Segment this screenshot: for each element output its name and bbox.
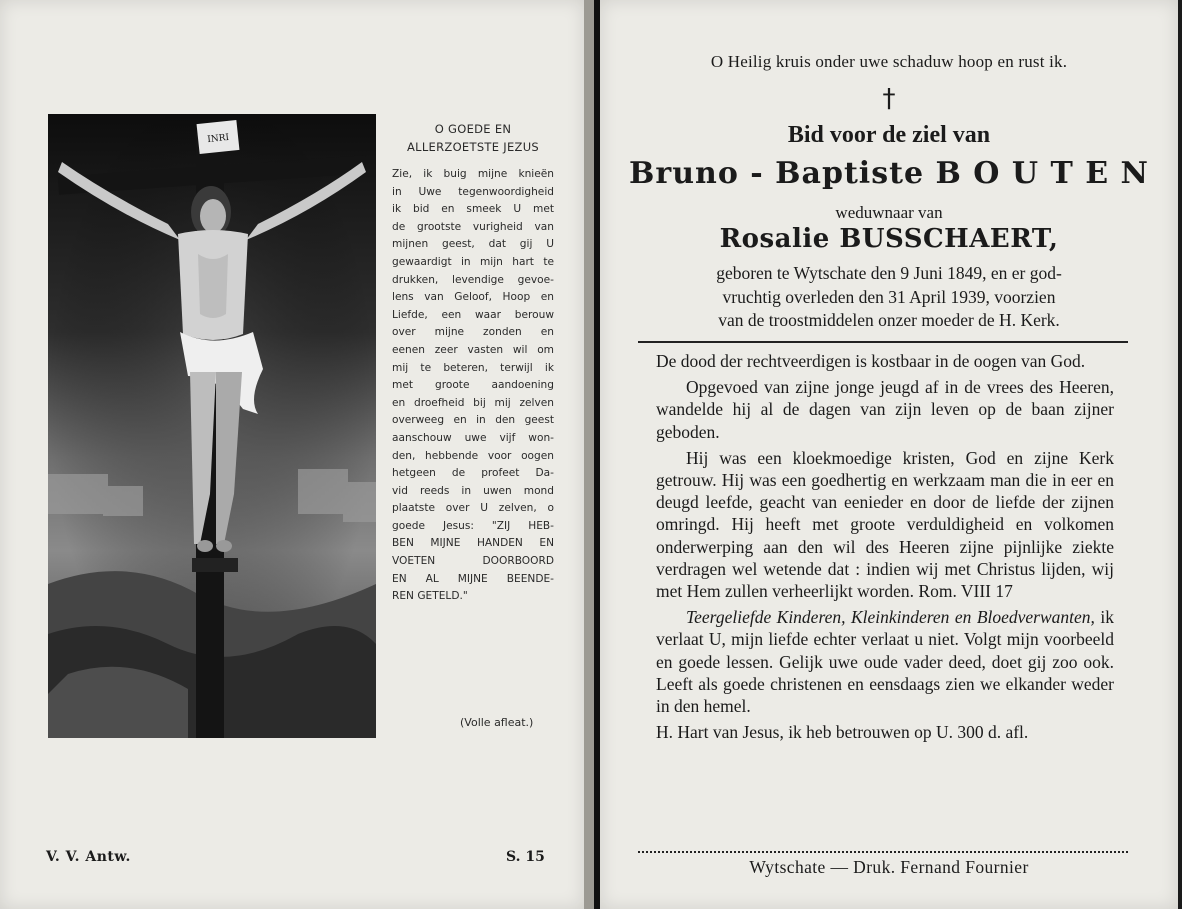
left-card xyxy=(0,0,586,909)
prayer-title-line-2: ALLERZOETSTE JEZUS xyxy=(406,140,540,154)
prayer-line: over mijne zonden en xyxy=(392,326,554,339)
dotted-divider xyxy=(638,851,1128,853)
deceased-name: Bruno - Baptiste B O U T E N xyxy=(629,156,1149,191)
prayer-line: REN GETELD." xyxy=(392,590,468,603)
prayer-line: BEN MIJNE HANDEN EN xyxy=(392,537,554,550)
prayer-line: VOETEN DOORBOORD xyxy=(392,555,554,568)
prayer-line: overweeg en in den geest xyxy=(392,414,554,427)
prayer-line: Liefde, een waar berouw xyxy=(392,308,554,321)
prayer-line: hetgeen de profeet Da- xyxy=(392,467,554,480)
prayer-line: gewaardigt in mijn hart te xyxy=(392,255,554,268)
prayer-line: Zie, ik buig mijne knieën xyxy=(392,168,554,180)
prayer-line: EN AL MIJNE BEENDE- xyxy=(392,572,554,585)
eulogy-paragraph-4 xyxy=(656,606,1114,717)
indulgence-note: (Volle afleat.) xyxy=(460,716,534,729)
prayer-line: ik bid en smeek U met xyxy=(392,203,554,216)
prayer-line: goede Jesus: "ZIJ HEB- xyxy=(392,519,554,532)
birth-line-1: geboren te Wytschate den 9 Juni 1849, en er god- xyxy=(716,263,1062,283)
prayer-block xyxy=(392,120,554,606)
prayer-line: aanschouw uwe vijf won- xyxy=(392,431,554,444)
eulogy-paragraph-3: Hij was een kloekmoedige kristen, God en zijne Kerk getrouw. Hij was een goedhertig en werkzaam man die in eer en deugd leefde, geacht van eenieder en door de liefde der zijnen omringd. Hij heeft met groote verduldigheid en volkomen onderwerping aan den wil des Heeren zijne pijnlijke ziekte verdragen wel wetende dat : indien wij met Christus lijden, wij met Hem zullen verheerlijkt worden. Rom. VIII 17 xyxy=(656,447,1114,602)
motto: O Heilig kruis onder uwe schaduw hoop en rust ik. xyxy=(710,52,1068,71)
prayer-line: drukken, levendige gevoe- xyxy=(392,273,554,286)
publisher-mark: V. V. Antw. xyxy=(46,849,131,865)
eulogy-paragraph-1: De dood der rechtveerdigen is kostbaar in de oogen van God. xyxy=(656,351,1086,371)
eulogy-paragraph-4-text: ik verlaat U, mijn liefde echter verlaat u niet. Volgt mijn voorbeeld en goede lessen. Gelijk uwe oude vader deed, doet gij zoo ook. Leeft als goede christenen en eensdaags zien we elkander weder in den hemel. xyxy=(656,607,1114,717)
prayer-text xyxy=(392,166,554,606)
prayer-line: de grootste vurigheid van xyxy=(392,220,554,233)
spouse-name: Rosalie BUSSCHAERT, xyxy=(719,224,1059,254)
widower-of: weduwnaar van xyxy=(835,203,943,222)
prayer-heading: Bid voor de ziel van xyxy=(787,122,991,148)
cross-icon: † xyxy=(882,84,896,114)
prayer-line: plaatste over U zelven, o xyxy=(392,502,554,515)
right-card xyxy=(594,0,1182,909)
printer-line: Wytschate — Druk. Fernand Fournier xyxy=(749,857,1029,877)
birth-death-details xyxy=(600,262,1178,333)
eulogy-text xyxy=(656,350,1114,747)
crucifix-image xyxy=(48,114,376,738)
prayer-title xyxy=(392,120,554,156)
prayer-line: vid reeds in uwen mond xyxy=(392,484,554,497)
divider-line xyxy=(638,341,1128,343)
prayer-line: mij te beteren, terwijl ik xyxy=(392,361,554,374)
prayer-line: en droefheid bij mij zelven xyxy=(392,396,554,409)
prayer-line: in Uwe tegenwoordigheid xyxy=(392,185,554,198)
eulogy-paragraph-2: Opgevoed van zijne jonge jeugd af in de vrees des Heeren, wandelde hij al de dagen van zijn leven op de baan zijner geboden. xyxy=(656,377,1114,442)
closing-invocation: H. Hart van Jesus, ik heb betrouwen op U. 300 d. afl. xyxy=(656,722,1029,743)
prayer-line: met groote aandoening xyxy=(392,379,554,392)
prayer-line: lens van Geloof, Hoop en xyxy=(392,291,554,304)
address-italic: Teergeliefde Kinderen, Kleinkinderen en Bloedverwanten, xyxy=(686,607,1095,628)
crucifix-illustration xyxy=(48,114,376,738)
birth-line-3: van de troostmiddelen onzer moeder de H. Kerk. xyxy=(718,310,1060,330)
birth-line-2: vruchtig overleden den 31 April 1939, voorzien xyxy=(722,286,1056,307)
titulus-text: INRI xyxy=(206,132,230,146)
prayer-line: den, hebbende voor oogen xyxy=(392,449,554,462)
prayer-line: eenen zeer vasten wil om xyxy=(392,343,554,356)
series-number: S. 15 xyxy=(506,849,545,865)
card-fold xyxy=(584,0,594,909)
prayer-line: mijnen geest, dat gij U xyxy=(392,238,554,251)
prayer-title-line-1: O GOEDE EN xyxy=(434,122,512,136)
